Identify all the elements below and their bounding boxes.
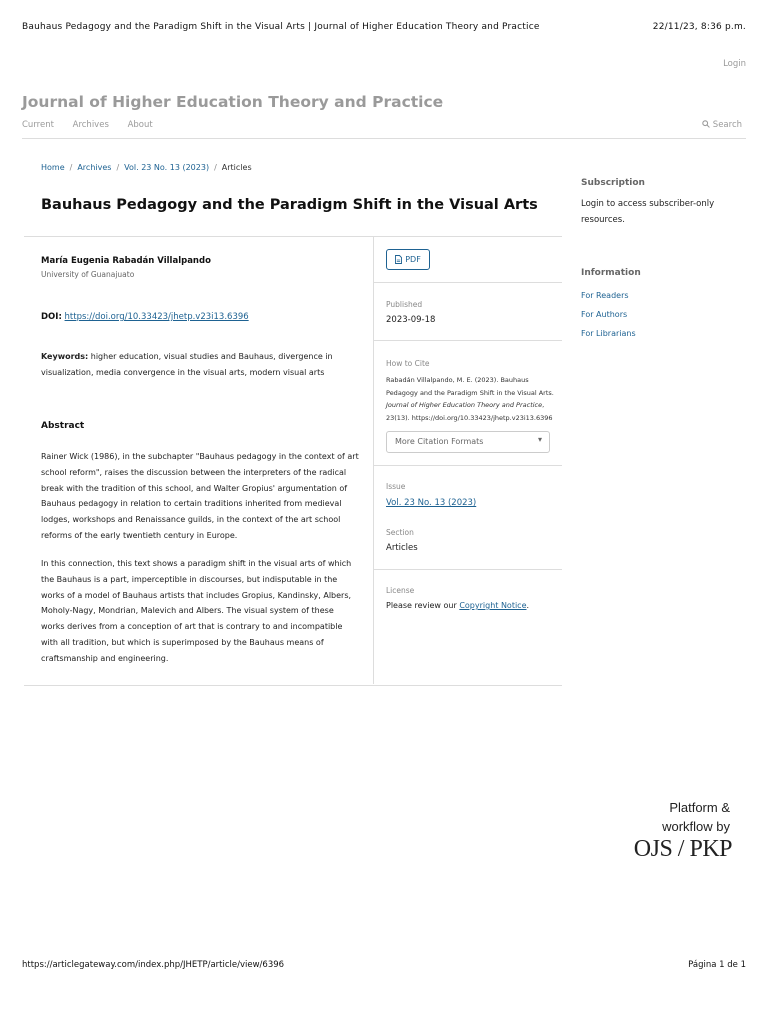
section-label: Section (386, 528, 414, 537)
for-authors-link[interactable]: For Authors (581, 310, 628, 319)
search-label: Search (712, 120, 742, 130)
details-divider (374, 465, 562, 466)
citation-text (386, 374, 556, 424)
details-divider (374, 569, 562, 570)
nav-archives[interactable]: Archives (72, 120, 109, 130)
doi-label: DOI: (41, 312, 62, 322)
print-datetime: 22/11/23, 8:36 p.m. (652, 22, 746, 32)
section-value: Articles (386, 543, 418, 553)
citation-formats-label: More Citation Formats (395, 437, 484, 446)
abstract-paragraph-1: Rainer Wick (1986), in the subchapter "Bauhaus pedagogy in the context of art school reform", raises the discussion between the interpreters of the radical break with the tradition of this school, and Walter Gropius' argumentation of Bauhaus pedagogy in relation to certain traditions inherited from medieval lodges, workshops and Renaissance guilds, in the context of the art school reforms of the early twentieth century in Europe. (41, 452, 359, 540)
chevron-down-icon: ▾ (537, 435, 542, 444)
print-footer-url: https://articlegateway.com/index.php/JHETP/article/view/6396 (22, 960, 285, 970)
abstract-heading: Abstract (41, 421, 85, 431)
nav-about[interactable]: About (127, 120, 153, 130)
pdf-button[interactable] (386, 249, 430, 270)
citation-rest: , 23(13). https://doi.org/10.33423/jhetp.v23i13.6396 (386, 401, 553, 422)
copyright-notice-link[interactable]: Copyright Notice (459, 601, 527, 610)
issue-label: Issue (386, 482, 406, 491)
author-name: María Eugenia Rabadán Villalpando (41, 256, 211, 266)
header-divider (22, 138, 746, 139)
ojs-line-2: workflow by (662, 819, 730, 834)
ojs-platform-text (662, 798, 730, 836)
column-divider (373, 236, 374, 684)
main-nav (22, 120, 169, 130)
keywords (41, 349, 356, 381)
ojs-pkp-logo[interactable]: OJS / PKP (633, 836, 732, 862)
keywords-value: higher education, visual studies and Bauhaus, divergence in visualization, media convergence in the visual arts, modern visual arts (41, 352, 333, 377)
issue-link[interactable]: Vol. 23 No. 13 (2023) (386, 498, 477, 508)
breadcrumb-issue[interactable]: Vol. 23 No. 13 (2023) (124, 163, 210, 172)
published-label: Published (386, 300, 423, 309)
search-icon (702, 120, 710, 128)
citation-journal: Journal of Higher Education Theory and Practice (386, 401, 543, 409)
details-divider (374, 340, 562, 341)
for-librarians-link[interactable]: For Librarians (581, 329, 636, 338)
site-title[interactable]: Journal of Higher Education Theory and Practice (22, 93, 444, 111)
ojs-line-1: Platform & (669, 800, 730, 815)
license-label: License (386, 586, 415, 595)
subscription-text: Login to access subscriber-only resources. (581, 199, 715, 225)
article-title: Bauhaus Pedagogy and the Paradigm Shift in the Visual Arts (41, 197, 538, 213)
print-page-title: Bauhaus Pedagogy and the Paradigm Shift in the Visual Arts | Journal of Higher Education Theory and Practice (22, 22, 540, 32)
license-text (386, 601, 529, 610)
citation-author: Rabadán Villalpando, M. E. (2023). Bauhaus Pedagogy and the Paradigm Shift in the Visual Arts. (386, 376, 554, 397)
file-pdf-icon (395, 255, 402, 264)
citation-formats-dropdown[interactable] (386, 431, 550, 453)
abstract-paragraph-2: In this connection, this text shows a paradigm shift in the visual arts of which the Bauhaus is a part, imperceptible in discourses, but indisputable in the works of a model of Bauhaus artists that includes Gropius, Kandinsky, Albers, Moholy-Nagy, Mondrian, Malevich and Albers. The visual system of these works derives from a conception of art that is contrary to and incompatible with all tradition, but which is superimposed by the Bauhaus means of craftsmanship and engineering. (41, 559, 352, 663)
print-footer-page: Página 1 de 1 (688, 960, 746, 970)
subscription-heading: Subscription (581, 178, 645, 188)
print-header (22, 22, 746, 32)
breadcrumb: Home / Archives / Vol. 23 No. 13 (2023) / Articles (41, 163, 252, 172)
search-button[interactable] (702, 120, 742, 130)
breadcrumb-archives[interactable]: Archives (77, 163, 112, 172)
keywords-label: Keywords: (41, 352, 89, 361)
license-prefix: Please review our (386, 601, 457, 610)
breadcrumb-current: Articles (221, 163, 252, 172)
nav-current[interactable]: Current (22, 120, 54, 130)
information-heading: Information (581, 268, 641, 278)
pdf-label: PDF (405, 255, 421, 264)
for-readers-link[interactable]: For Readers (581, 291, 629, 300)
license-end: . (526, 601, 530, 610)
doi (41, 312, 249, 322)
doi-link[interactable]: https://doi.org/10.33423/jhetp.v23i13.6396 (64, 312, 249, 322)
login-link[interactable]: Login (723, 59, 746, 69)
details-divider (374, 282, 562, 283)
published-value: 2023-09-18 (386, 315, 436, 325)
author-affiliation: University of Guanajuato (41, 270, 135, 279)
how-to-cite-label: How to Cite (386, 359, 430, 368)
breadcrumb-home[interactable]: Home (41, 163, 65, 172)
